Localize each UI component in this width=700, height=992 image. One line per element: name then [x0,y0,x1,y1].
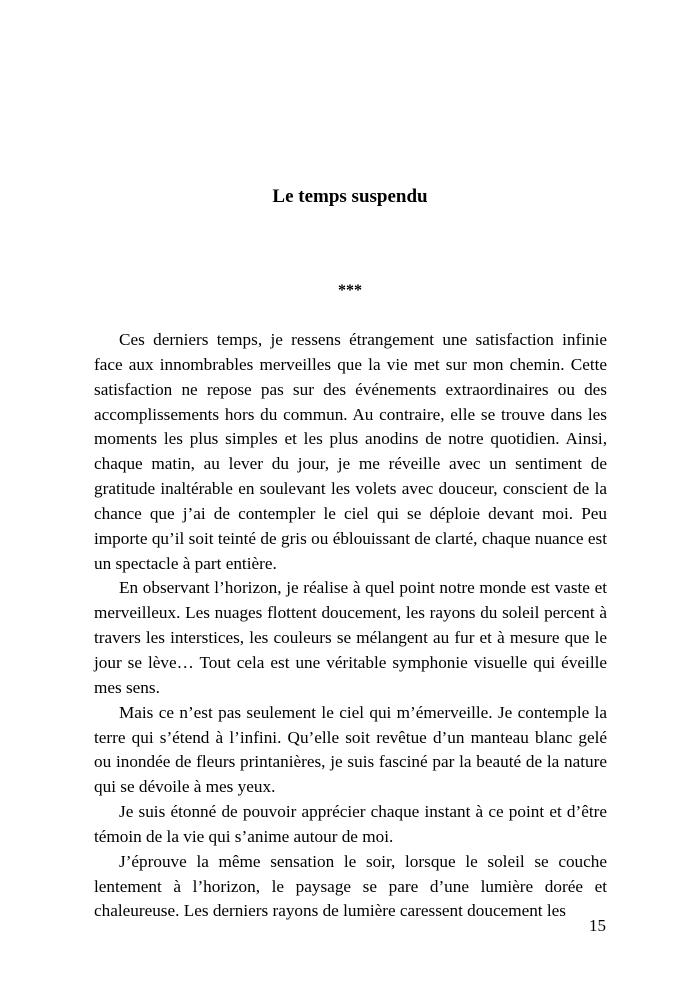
paragraph: En observant l’horizon, je réalise à quel point notre monde est vaste et merveilleux. Les nuages flottent doucement, les rayons du soleil percent à travers les interstices, les couleurs se mélangent au fur et à mesure que le jour se lève… Tout cela est une véritable symphonie visuelle qui éveille mes sens. [94,578,607,697]
page-number: 15 [589,916,606,935]
section-separator: *** [338,282,362,299]
paragraph: Je suis étonné de pouvoir apprécier chaque instant à ce point et d’être témoin de la vie qui s’anime autour de moi. [94,802,607,846]
paragraph: Ces derniers temps, je ressens étrangement une satisfaction infinie face aux innombrables merveilles que la vie met sur mon chemin. Cette satisfaction ne repose pas sur des événements extraordinaires ou des accomplissements hors du commun. Au contraire, elle se trouve dans les moments les plus simples et les plus anodins de notre quotidien. Ainsi, chaque matin, au lever du jour, je me réveille avec un sentiment de gratitude inaltérable en soulevant les volets avec douceur, conscient de la chance que j’ai de contempler le ciel qui se déploie devant moi. Peu importe qu’il soit teinté de gris ou éblouissant de clarté, chaque nuance est un spectacle à part entière. [94,330,607,573]
paragraph: Mais ce n’est pas seulement le ciel qui m’émerveille. Je contemple la terre qui s’étend à l’infini. Qu’elle soit revêtue d’un manteau blanc gelé ou inondée de fleurs printanières, je suis fasciné par la beauté de la nature qui se dévoile à mes yeux. [94,702,607,797]
body-text [94,328,607,924]
chapter-title: Le temps suspendu [272,186,428,207]
paragraph: J’éprouve la même sensation le soir, lorsque le soleil se couche lentement à l’horizon, le paysage se pare d’une lumière dorée et chaleureuse. Les derniers rayons de lumière caressent doucement les [94,851,607,921]
